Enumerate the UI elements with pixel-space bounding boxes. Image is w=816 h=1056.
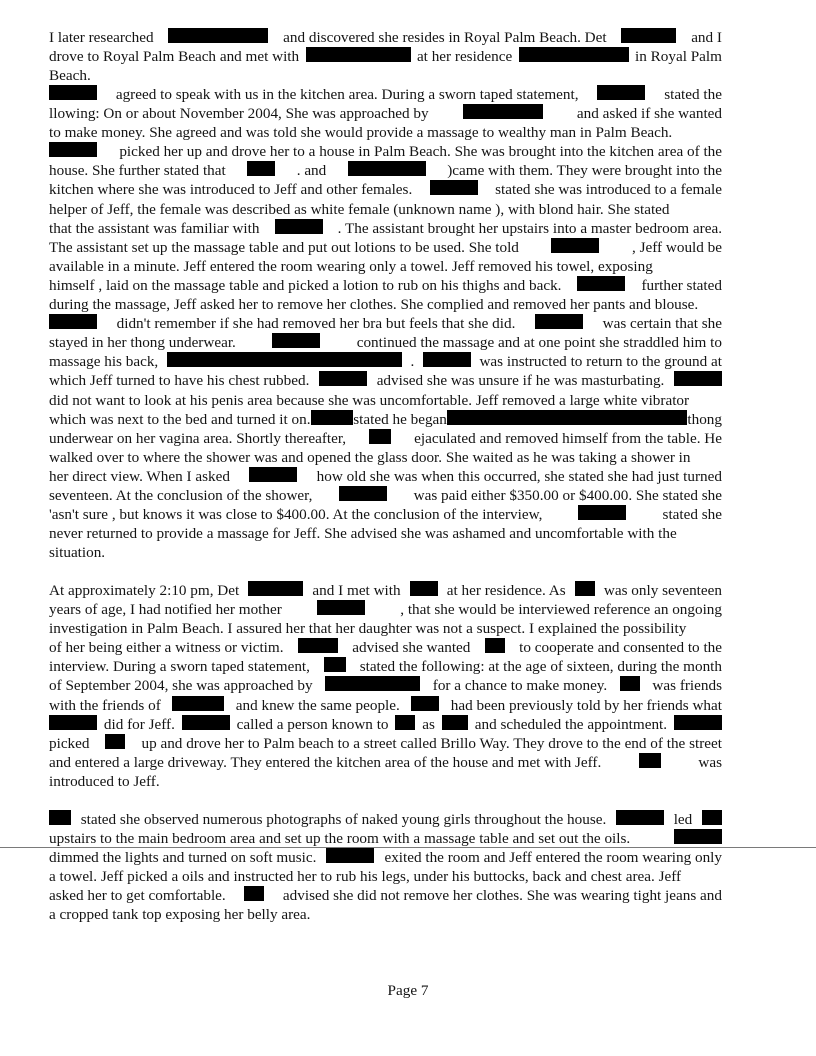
text-segment: was paid either $350.00 or $400.00. She stated she [413, 486, 722, 504]
text-segment: her direct view. When I asked [49, 467, 230, 485]
redaction-box [575, 581, 595, 596]
text-line [49, 429, 722, 448]
text-segment: himself , laid on the massage table and picked a lotion to rub on his thighs and back. [49, 276, 562, 294]
redaction-box [639, 753, 661, 768]
text-segment: , that she would be interviewed reference an ongoing [400, 601, 722, 619]
redaction-box [463, 104, 543, 119]
redaction-box [410, 581, 438, 596]
text-segment: ejaculated and removed himself from the table. He [414, 429, 722, 447]
text-segment: stated she was introduced to a female [495, 181, 722, 199]
redaction-box [275, 219, 323, 234]
redaction-box [620, 676, 640, 691]
text-line [49, 28, 722, 47]
text-segment: stated the following: at the age of sixteen, during the month [359, 658, 722, 676]
text-segment: which was next to the bed and turned it on. [49, 410, 311, 428]
text-segment: drove to Royal Palm Beach and met with [49, 48, 300, 66]
text-segment: at her residence [416, 48, 513, 66]
text-segment: asked her to get comfortable. [49, 887, 226, 905]
text-segment: underwear on her vagina area. Shortly thereafter, [49, 429, 347, 447]
redaction-box [597, 85, 645, 100]
redaction-box [49, 142, 97, 157]
redaction-box [272, 333, 320, 348]
text-segment: of her being either a witness or victim. [49, 639, 284, 657]
redaction-box [395, 715, 415, 730]
redaction-box [519, 47, 629, 62]
text-line [49, 524, 722, 543]
text-line [49, 467, 722, 486]
redaction-box [249, 467, 297, 482]
text-segment: interview. During a sworn taped statement, [49, 658, 310, 676]
text-segment: I later researched [49, 29, 154, 46]
text-segment: stayed in her thong underwear. [49, 334, 236, 352]
text-segment: and discovered she resides in Royal Palm Beach. Det [283, 29, 607, 46]
text-line [49, 505, 722, 524]
redaction-box [317, 600, 365, 615]
text-line [49, 867, 722, 886]
text-segment: which Jeff turned to have his chest rubbed. [49, 372, 310, 390]
text-segment: of September 2004, she was approached by [49, 677, 313, 695]
text-segment: upstairs to the main bedroom area and set up the room with a massage table and set out the oils. [49, 830, 631, 848]
text-line [49, 333, 722, 352]
text-segment: and asked if she wanted [576, 105, 722, 123]
redaction-box [674, 371, 722, 386]
redaction-box [578, 505, 626, 520]
text-segment: with the friends of [49, 696, 161, 714]
text-line [49, 448, 722, 467]
text-segment: thong [687, 410, 722, 428]
text-line [49, 772, 722, 791]
redaction-box [298, 638, 338, 653]
redaction-box [167, 352, 402, 367]
redaction-box [621, 28, 676, 43]
text-segment: was certain that she [602, 315, 722, 333]
text-segment: did for Jeff. [103, 715, 175, 733]
text-line [49, 161, 722, 180]
text-line [49, 371, 722, 390]
redaction-box [248, 581, 303, 596]
text-segment: massage his back, [49, 353, 159, 371]
text-segment: The assistant set up the massage table and put out lotions to be used. She told [49, 238, 519, 256]
text-line [49, 276, 722, 295]
redaction-box [447, 410, 688, 425]
text-segment: was instructed to return to the ground at [479, 353, 722, 371]
text-segment: seventeen. At the conclusion of the shower, [49, 486, 313, 504]
text-line [49, 314, 722, 333]
text-segment: had been previously told by her friends what [450, 696, 722, 714]
text-line [49, 543, 722, 562]
redaction-box [369, 429, 391, 444]
text-line [49, 66, 722, 85]
redaction-box [616, 810, 664, 825]
text-line [49, 85, 722, 104]
text-line [49, 810, 722, 829]
text-segment: , Jeff would be [632, 238, 722, 256]
text-segment: was friends [652, 677, 722, 695]
text-segment: stated she observed numerous photographs of naked young girls throughout the house. [80, 811, 607, 828]
text-segment: to make money. She agreed and was told she would provide a massage to wealthy man in Palm Beach. [49, 124, 673, 142]
redaction-box [105, 734, 125, 749]
text-segment: called a person known to [236, 715, 389, 733]
redaction-box [182, 715, 230, 730]
text-line [49, 219, 722, 238]
redaction-box [674, 829, 722, 844]
text-segment: how old she was when this occurred, she stated she had just turned [316, 467, 722, 485]
text-segment: . [410, 353, 415, 371]
text-line [49, 200, 722, 219]
text-line [49, 295, 722, 314]
redaction-box [551, 238, 599, 253]
text-segment: advised she was unsure if he was masturbating. [376, 372, 665, 390]
text-segment: kitchen where she was introduced to Jeff and other females. [49, 181, 413, 199]
text-line [49, 715, 722, 734]
redaction-box [339, 486, 387, 501]
text-line [49, 257, 722, 276]
text-line [49, 180, 722, 199]
text-line [49, 238, 722, 257]
text-segment: led [673, 811, 693, 828]
text-segment: in Royal Palm [635, 48, 722, 66]
redaction-box [49, 715, 97, 730]
text-segment: situation. [49, 544, 106, 562]
text-segment: as [422, 715, 435, 733]
redaction-box [49, 314, 97, 329]
text-segment: advised she wanted [352, 639, 471, 657]
text-line [49, 352, 722, 371]
text-segment: )came with them. They were brought into the [447, 162, 722, 180]
text-segment: up and drove her to Palm beach to a street called Brillo Way. They drove to the end of the street [141, 734, 722, 752]
scan-artifact-line [0, 847, 816, 848]
text-line [49, 581, 722, 600]
text-segment: continued the massage and at one point she straddled him to [356, 334, 722, 352]
text-segment: Beach. [49, 67, 91, 85]
text-segment: . and [296, 162, 327, 180]
text-line [49, 638, 722, 657]
redaction-box [430, 180, 478, 195]
redaction-box [702, 810, 722, 825]
text-segment: llowing: On or about November 2004, She was approached by [49, 105, 429, 123]
text-segment: to cooperate and consented to the [519, 639, 722, 657]
text-segment: during the massage, Jeff asked her to remove her clothes. She complied and removed her pants and blouse. [49, 296, 699, 314]
redaction-box [244, 886, 264, 901]
text-segment: was only seventeen [603, 582, 722, 599]
text-segment: and scheduled the appointment. [474, 715, 668, 733]
redaction-box [168, 28, 268, 43]
text-segment: and I [691, 29, 722, 46]
redaction-box [324, 657, 346, 672]
text-segment: investigation in Palm Beach. I assured her that her daughter was not a suspect. I explained the possibility [49, 620, 687, 638]
redaction-box [577, 276, 625, 291]
text-segment: at her residence. As [446, 582, 566, 599]
text-segment: and entered a large driveway. They entered the kitchen area of the house and met with Jeff. [49, 753, 602, 771]
text-segment: exited the room and Jeff entered the room wearing only [384, 849, 722, 867]
paragraph [49, 28, 722, 85]
text-segment: a cropped tank top exposing her belly area. [49, 906, 311, 924]
text-line [49, 829, 722, 848]
text-segment: further stated [641, 276, 722, 294]
redaction-box [311, 410, 354, 425]
redaction-box [326, 848, 374, 863]
text-segment: helper of Jeff, the female was described as white female (unknown name ), with blond hair. She stated [49, 200, 670, 218]
text-line [49, 696, 722, 715]
text-segment: advised she did not remove her clothes. She was wearing tight jeans and [282, 887, 722, 905]
text-segment: At approximately 2:10 pm, Det [49, 582, 240, 599]
text-segment: house. She further stated that [49, 162, 226, 180]
text-segment: did not want to look at his penis area because she was uncomfortable. Jeff removed a large white vibrator [49, 391, 690, 409]
redaction-box [319, 371, 367, 386]
text-segment: and I met with [312, 582, 401, 599]
text-line [49, 753, 722, 772]
redaction-box [49, 85, 97, 100]
redaction-box [442, 715, 468, 730]
redaction-box [348, 161, 426, 176]
page-number: Page 7 [387, 982, 429, 999]
text-segment: 'asn't sure , but knows it was close to $400.00. At the conclusion of the interview, [49, 506, 543, 524]
text-line [49, 848, 722, 867]
text-line [49, 142, 722, 161]
text-segment: stated he began [353, 410, 447, 428]
redaction-box [172, 696, 224, 711]
text-line [49, 47, 722, 66]
redaction-box [306, 47, 411, 62]
text-segment: agreed to speak with us in the kitchen area. During a sworn taped statement, [115, 86, 579, 103]
text-segment: a towel. Jeff picked a oils and instructed her to rub his legs, under his buttocks, back and chest area. Jeff [49, 868, 682, 886]
text-line [49, 410, 722, 429]
text-line [49, 391, 722, 410]
text-segment: introduced to Jeff. [49, 772, 160, 790]
text-line [49, 619, 722, 638]
paragraph [49, 85, 722, 562]
redaction-box [485, 638, 505, 653]
text-line [49, 886, 722, 905]
text-segment: and knew the same people. [235, 696, 400, 714]
text-segment: . The assistant brought her upstairs into a master bedroom area. [337, 219, 722, 237]
text-line [49, 104, 722, 123]
text-segment: for a chance to make money. [432, 677, 608, 695]
text-segment: stated she [662, 506, 722, 524]
text-segment: picked [49, 734, 90, 752]
text-line [49, 905, 722, 924]
text-line [49, 123, 722, 142]
text-segment: never returned to provide a massage for Jeff. She advised she was ashamed and uncomfortable with the [49, 525, 677, 543]
text-segment: picked her up and drove her to a house in Palm Beach. She was brought into the kitchen area of the [119, 143, 722, 161]
redaction-box [325, 676, 420, 691]
redaction-box [247, 161, 275, 176]
redaction-box [411, 696, 439, 711]
text-line [49, 657, 722, 676]
text-segment: walked over to where the shower was and opened the glass door. She waited as he was taking a shower in [49, 448, 691, 466]
redaction-box [535, 314, 583, 329]
redaction-box [423, 352, 471, 367]
text-segment: was [698, 753, 722, 771]
text-segment: available in a minute. Jeff entered the room wearing only a towel. Jeff removed his towel, exposing [49, 257, 653, 275]
text-segment: years of age, I had notified her mother [49, 601, 282, 619]
text-line [49, 486, 722, 505]
paragraph [49, 810, 722, 925]
text-segment: dimmed the lights and turned on soft music. [49, 849, 317, 867]
text-segment: that the assistant was familiar with [49, 219, 260, 237]
redaction-box [49, 810, 71, 825]
redaction-box [674, 715, 722, 730]
paragraph [49, 581, 722, 791]
text-segment: stated the [664, 86, 722, 103]
text-line [49, 676, 722, 695]
text-segment: didn't remember if she had removed her bra but feels that she did. [116, 315, 516, 333]
text-line [49, 734, 722, 753]
text-line [49, 600, 722, 619]
